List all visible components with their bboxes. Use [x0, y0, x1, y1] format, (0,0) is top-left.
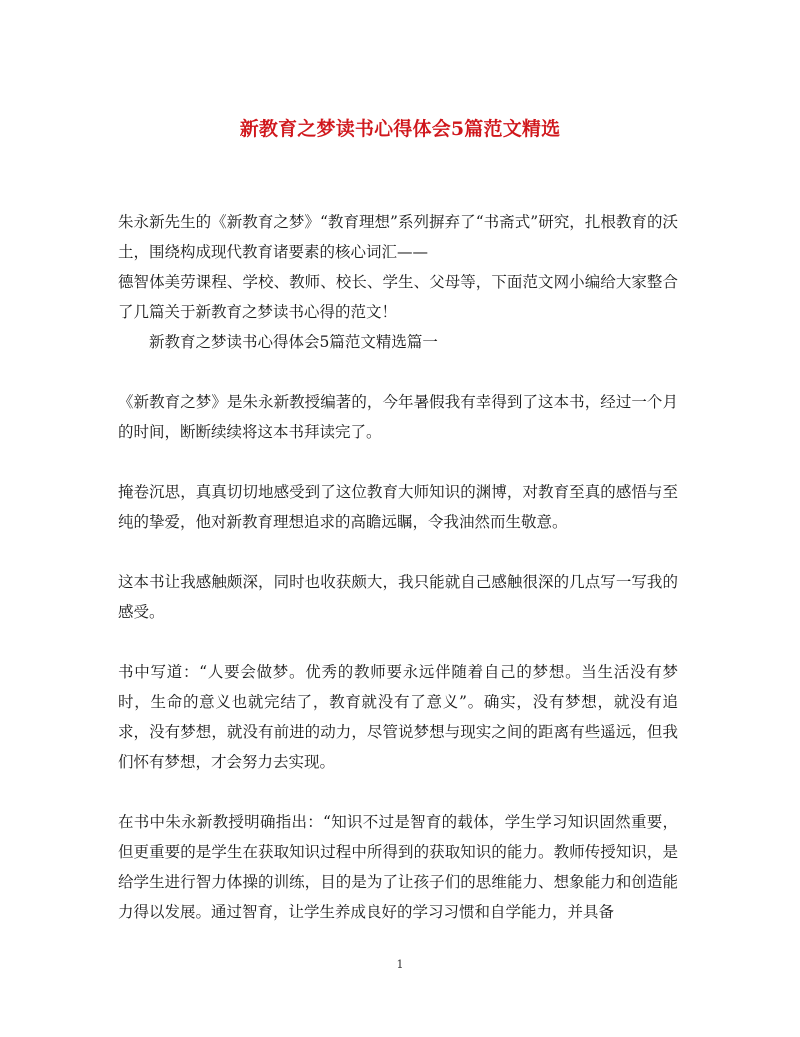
section-heading: 新教育之梦读书心得体会5篇范文精选篇一: [149, 333, 438, 351]
document-body: [118, 207, 678, 927]
intro-paragraph-1: 朱永新先生的《新教育之梦》“教育理想”系列摒弃了“书斋式”研究，扎根教育的沃土，围绕构成现代教育诸要素的核心词汇——: [118, 213, 678, 261]
body-paragraph-2: 掩卷沉思，真真切切地感受到了这位教育大师知识的渊博，对教育至真的感悟与至纯的挚爱，他对新教育理想追求的高瞻远瞩，令我油然而生敬意。: [118, 483, 678, 531]
body-paragraph-4: 书中写道：“人要会做梦。优秀的教师要永远伴随着自己的梦想。当生活没有梦时，生命的意义也就完结了，教育就没有了意义”。确实，没有梦想，就没有追求，没有梦想，就没有前进的动力，尽管说梦想与现实之间的距离有些遥远，但我们怀有梦想，才会努力去实现。: [118, 663, 678, 771]
page-number: 1: [396, 958, 404, 971]
document-title: 新教育之梦读书心得体会5篇范文精选: [239, 118, 561, 140]
intro-paragraph-2: 德智体美劳课程、学校、教师、校长、学生、父母等，下面范文网小编给大家整合了几篇关于新教育之梦读书心得的范文！: [118, 273, 678, 321]
body-paragraph-5: 在书中朱永新教授明确指出：“知识不过是智育的载体，学生学习知识固然重要，但更重要的是学生在获取知识过程中所得到的获取知识的能力。教师传授知识，是给学生进行智力体操的训练，目的是为了让孩子们的思维能力、想象能力和创造能力得以发展。通过智育，让学生养成良好的学习习惯和自学能力，并具备: [118, 813, 678, 921]
body-paragraph-1: 《新教育之梦》是朱永新教授编著的，今年暑假我有幸得到了这本书，经过一个月的时间，断断续续将这本书拜读完了。: [118, 393, 678, 441]
body-paragraph-3: 这本书让我感触颇深，同时也收获颇大，我只能就自己感触很深的几点写一写我的感受。: [118, 573, 678, 621]
